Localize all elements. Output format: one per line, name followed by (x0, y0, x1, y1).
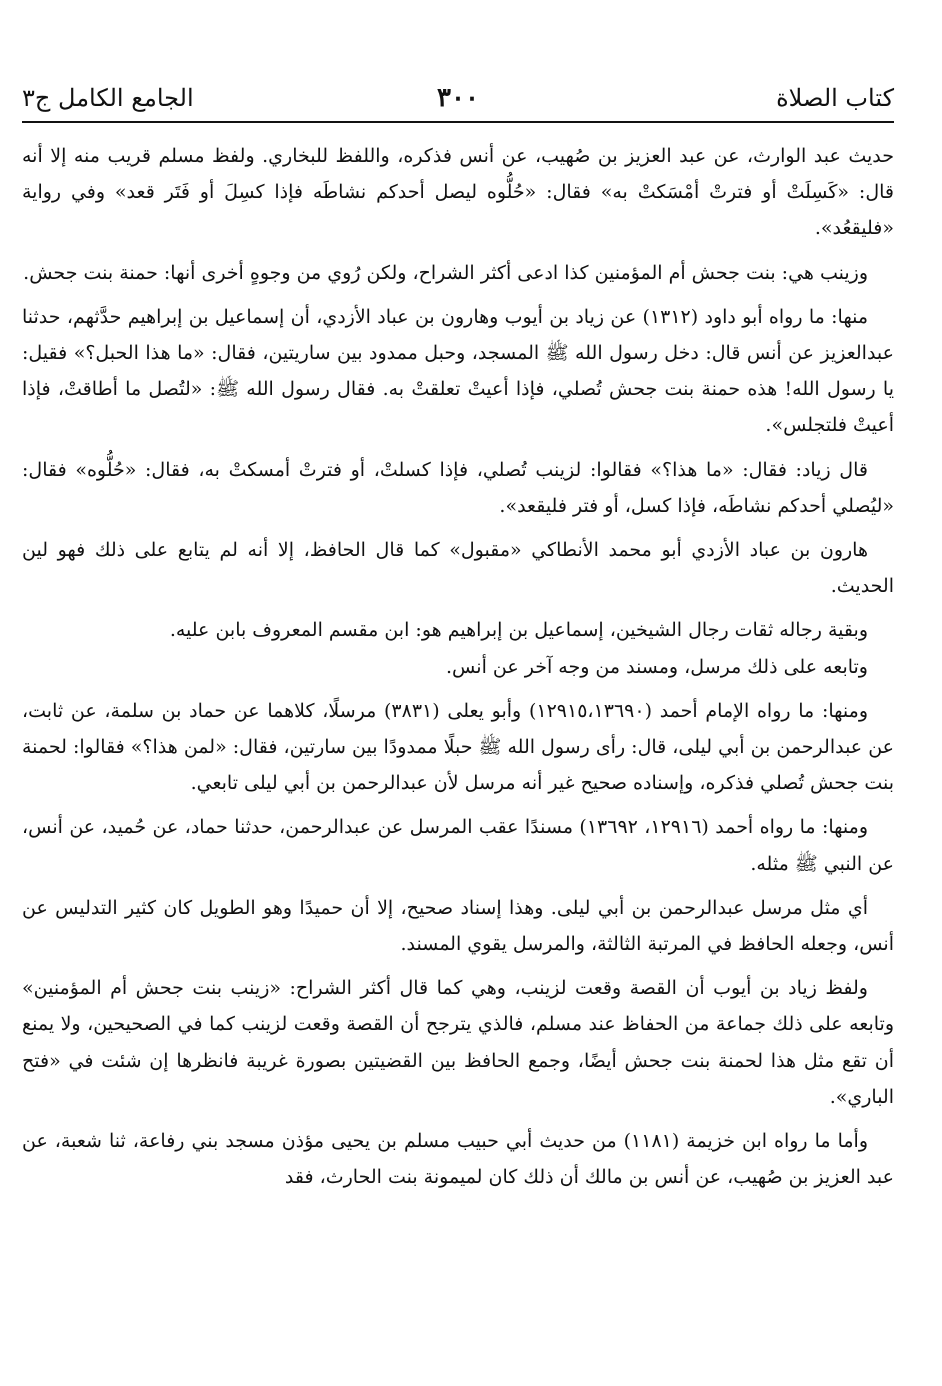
collection-title: الجامع الكامل ج٣ (22, 84, 194, 112)
paragraph-7: وتابعه على ذلك مرسل، ومسند من وجه آخر عن أنس. (446, 655, 868, 678)
paragraph-11: ولفظ زياد بن أيوب أن القصة وقعت لزينب، وهي كما قال أكثر الشراح: «زينب بنت جحش أم المؤمنين» وتابعه على ذلك جماعة من الحفاظ عند مسلم، فالذي يترجح أن القصة وقعت لزينب كما في الصحيحين، ولا يمنع أن تقع مثل هذا لحمنة بنت جحش أيضًا، وجمع الحافظ بين القضيتين بصورة غريبة فانظرها إن شئت في «فتح الباري». (22, 977, 894, 1108)
paragraph-2: وزينب هي: بنت جحش أم المؤمنين كذا ادعى أكثر الشراح، ولكن رُوي من وجوهٍ أخرى أنها: حمنة بنت جحش. (23, 261, 868, 284)
paragraph-6: وبقية رجاله ثقات رجال الشيخين، إسماعيل بن إبراهيم هو: ابن مقسم المعروف بابن عليه. (169, 619, 868, 642)
page-number: ٣٠٠ (437, 83, 479, 113)
body-text (22, 138, 894, 1203)
paragraph-12: وأما ما رواه ابن خزيمة (١١٨١) من حديث أبي حبيب مسلم بن يحيى مؤذن مسجد بني رفاعة، ثنا شعبة، عن عبد العزيز بن صُهيب، عن أنس بن مالك أن ذلك كان لميمونة بنت الحارث، فقد (22, 1130, 894, 1189)
book-title: كتاب الصلاة (776, 84, 894, 112)
paragraph-4: قال زياد: فقال: «ما هذا؟» فقالوا: لزينب تُصلي، فإذا كسلتْ، أو فترتْ أمسكتْ به، فقال: «حُلُّوه» فقال: «ليُصلي أحدكم نشاطَه، فإذا كسل، أو فتر فليقعد». (22, 458, 894, 517)
paragraph-1: حديث عبد الوارث، عن عبد العزيز بن صُهيب، عن أنس فذكره، واللفظ للبخاري. ولفظ مسلم قريب منه إلا أنه قال: «كَسِلَتْ أو فترتْ أمْسَكتْ به» فقال: «حُلُّوه ليصل أحدكم نشاطَه فإذا كسِلَ أو فَتَر قعد» وفي رواية «فليقعُد». (22, 145, 894, 240)
paragraph-5: هارون بن عباد الأزدي أبو محمد الأنطاكي «مقبول» كما قال الحافظ، إلا أنه لم يتابع على ذلك فهو لين الحديث. (22, 539, 894, 598)
paragraph-8: ومنها: ما رواه الإمام أحمد (١٢٩١٥،١٣٦٩٠) وأبو يعلى (٣٨٣١) مرسلًا، كلاهما عن حماد بن سلمة، عن ثابت، عن عبدالرحمن بن أبي ليلى، قال: رأى رسول الله ﷺ حبلًا ممدودًا بين سارتين، فقال: «لمن هذا؟» فقالوا: لحمنة بنت جحش تُصلي فذكره، وإسناده صحيح غير أنه مرسل لأن عبدالرحمن بن أبي ليلى تابعي. (22, 699, 894, 795)
paragraph-3: منها: ما رواه أبو داود (١٣١٢) عن زياد بن أيوب وهارون بن عباد الأزدي، أن إسماعيل بن إبراهيم حدَّثهم، حدثنا عبدالعزيز عن أنس قال: دخل رسول الله ﷺ المسجد، وحبل ممدود بين ساريتين، فقال: «ما هذا الحبل؟» فقيل: يا رسول الله! هذه حمنة بنت جحش تُصلي، فإذا أعيتْ تعلقتْ به. فقال رسول الله ﷺ: «لتُصل ما أطاقتْ، فإذا أعيتْ فلتجلس». (22, 305, 894, 437)
paragraph-10: أي مثل مرسل عبدالرحمن بن أبي ليلى. وهذا إسناد صحيح، إلا أن حميدًا وهو الطويل كان كثير التدليس عن أنس، وجعله الحافظ في المرتبة الثالثة، والمرسل يقوي المسند. (22, 896, 894, 956)
running-header (22, 78, 894, 120)
paragraph-9: ومنها: ما رواه أحمد (١٢٩١٦، ١٣٦٩٢) مسندًا عقب المرسل عن عبدالرحمن، حدثنا حماد، عن حُميد، عن أنس، عن النبي ﷺ مثله. (22, 816, 894, 875)
header-divider (22, 121, 894, 123)
